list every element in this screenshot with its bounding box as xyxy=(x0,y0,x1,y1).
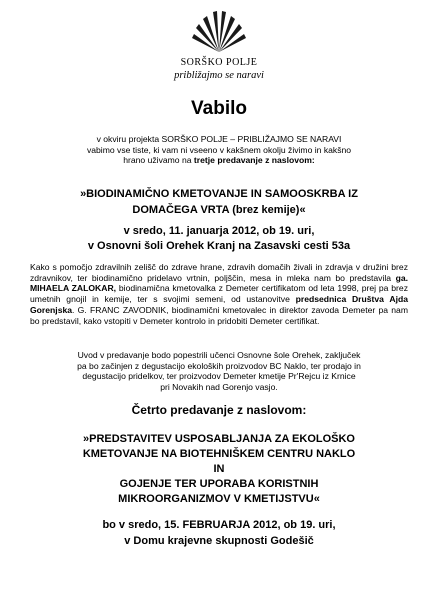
lecture4-heading: Četrto predavanje z naslovom: xyxy=(131,403,307,417)
brand-name: SORŠKO POLJE xyxy=(180,57,258,68)
lecture3-title-line1: »BIODINAMIČNO KMETOVANJE IN SAMOOSKRBA IZ xyxy=(80,188,358,200)
intro-line-emphasis: tretje predavanje z naslovom: xyxy=(193,155,315,166)
intro-line: v okviru projekta SORŠKO POLJE – PRIBLIŽAJMO SE NARAVI xyxy=(96,134,342,144)
sun-rays-logo-icon xyxy=(188,8,250,54)
lecture4-place: v Domu krajevne skupnosti Godešič xyxy=(124,535,314,547)
lecture4-title-line5: MIKROORGANIZMOV V KMETIJSTVU« xyxy=(118,493,320,505)
lecture3-date: v sredo, 11. januarja 2012, ob 19. uri, xyxy=(123,225,315,237)
intro-line: vabimo vse tiste, ki vam ni vseeno v kakšnem okolju živimo in kakšno xyxy=(86,144,352,155)
description-text: . G. FRANC ZAVODNIK, biodinamični kmetovalec in direktor zavoda Demeter pa nam bo predstavil, kako vstopiti v Demeter kontrolo in pridobiti Demeter certifikat. xyxy=(30,304,408,326)
lecture3-description xyxy=(30,262,408,326)
organization-name: predsednica Društva Ajda Gorenjska xyxy=(30,294,408,315)
lecture4-title-line3: IN xyxy=(213,463,225,475)
lecture4-title-line4: GOJENJE TER UPORABA KORISTNIH xyxy=(119,478,319,490)
lecture4-title-line1: »PREDSTAVITEV USPOSABLJANJA ZA EKOLOŠKO xyxy=(83,433,355,445)
program-line: degustacijo pridelkov, ter proizvodov Demeter kmetije Pr'Rejcu iz Krnice xyxy=(82,371,356,382)
lecture4-title-line2: KMETOVANJE NA BIOTEHNIŠKEM CENTRU NAKLO xyxy=(82,448,356,460)
program-line: pa bo začinjen z degustacijo ekoloških proizvodov BC Naklo, ter prodajo in xyxy=(77,360,361,371)
brand-tagline: približajmo se naravi xyxy=(174,70,264,81)
lecture4-date: bo v sredo, 15. FEBRUARJA 2012, ob 19. uri, xyxy=(102,519,336,531)
lecture3-place: v Osnovni šoli Orehek Kranj na Zasavski cesti 53a xyxy=(87,240,351,252)
description-text: biodinamična kmetovalka z Demeter certifikatom od leta 1998, prej pa brez umetnih gnojil in kemije, ter s svojimi semeni, od ustanovitve xyxy=(30,283,408,305)
intro-line-text: hrano uživamo na xyxy=(123,155,194,166)
program-line: Uvod v predavanje bodo popestrili učenci Osnovne šole Orehek, zaključek xyxy=(77,350,361,360)
speaker-name: ga. MIHAELA ZALOKAR, xyxy=(30,272,408,294)
intro-line xyxy=(30,155,408,166)
program-line: pri Novakih nad Gorenjo vasjo. xyxy=(160,382,278,393)
intro-text xyxy=(30,134,408,166)
program-description xyxy=(30,350,408,393)
lecture3-title-line2: DOMAČEGA VRTA (brez kemije)« xyxy=(132,204,306,216)
description-text: Kako s pomočjo zdravilnih zelišč do zdrave hrane, zdravih domačih živali in zdravja v družini brez zdravnikov, ter biodinamično pridelavo vrtnin, poljščin, mesa in mleka nam bo predstavila xyxy=(30,262,408,283)
page-title: Vabilo xyxy=(191,98,247,119)
